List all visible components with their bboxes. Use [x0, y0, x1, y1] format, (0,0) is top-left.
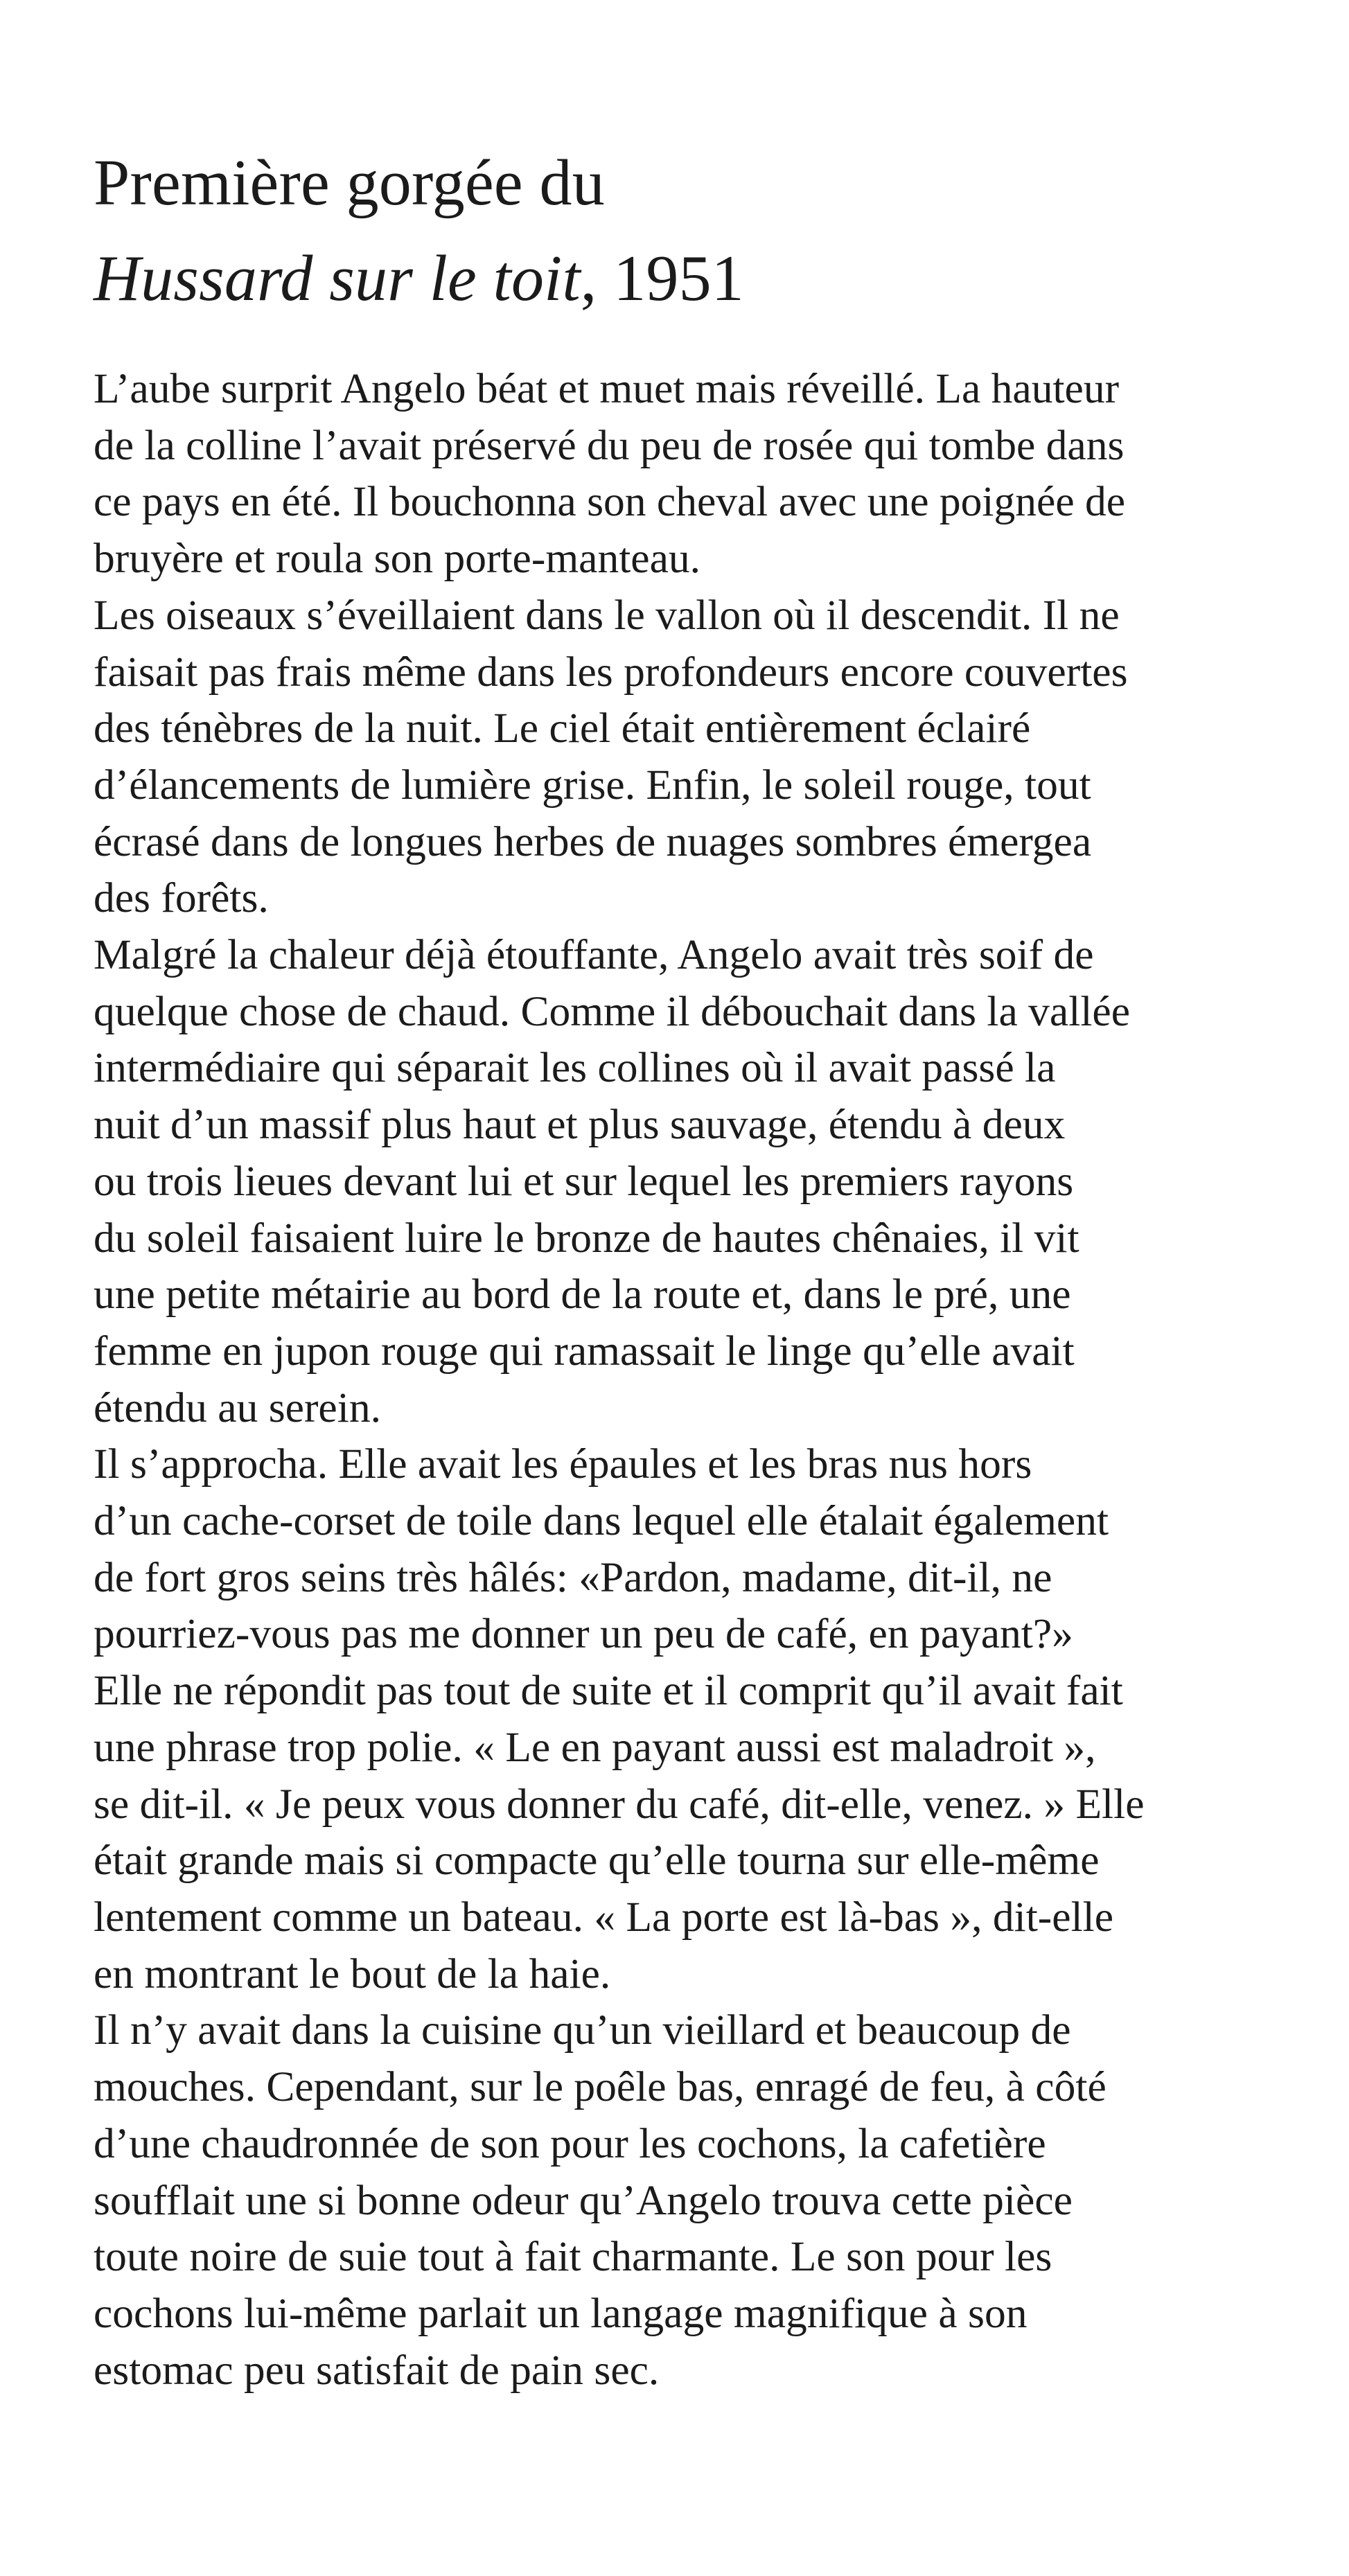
text-line: des ténèbres de la nuit. Le ciel était entièrement éclairé — [94, 705, 1031, 752]
text-line: d’un cache-corset de toile dans lequel elle étalait également — [94, 1497, 1109, 1545]
text-line: des forêts. — [94, 874, 269, 922]
text-line: Il n’y avait dans la cuisine qu’un vieillard et beaucoup de — [94, 2006, 1071, 2054]
text-line: écrasé dans de longues herbes de nuages sombres émergea — [94, 818, 1092, 865]
body-text — [94, 361, 1271, 2399]
text-line: bruyère et roula son porte-manteau. — [94, 535, 701, 583]
text-line: d’élancements de lumière grise. Enfin, le soleil rouge, tout — [94, 761, 1091, 809]
text-line: était grande mais si compacte qu’elle tourna sur elle-même — [94, 1837, 1100, 1885]
title-line-2 — [94, 231, 1271, 326]
page-title — [94, 135, 1271, 326]
text-line: de la colline l’avait préservé du peu de rosée qui tombe dans — [94, 421, 1125, 469]
text-line: estomac peu satisfait de pain sec. — [94, 2346, 660, 2394]
text-line: ou trois lieues devant lui et sur lequel les premiers rayons — [94, 1157, 1074, 1205]
paragraph — [94, 1436, 1271, 2002]
text-line: nuit d’un massif plus haut et plus sauvage, étendu à deux — [94, 1101, 1066, 1149]
article — [94, 135, 1271, 2399]
text-line: Il s’approcha. Elle avait les épaules et les bras nus hors — [94, 1440, 1032, 1488]
text-line: intermédiaire qui séparait les collines où il avait passé la — [94, 1044, 1056, 1092]
text-line: faisait pas frais même dans les profondeurs encore couvertes — [94, 648, 1128, 696]
title-line-1: Première gorgée du — [94, 147, 605, 219]
text-line: femme en jupon rouge qui ramassait le linge qu’elle avait — [94, 1327, 1075, 1375]
text-line: Malgré la chaleur déjà étouffante, Angelo avait très soif de — [94, 931, 1094, 979]
text-line: L’aube surprit Angelo béat et muet mais réveillé. La hauteur — [94, 365, 1120, 412]
text-line: Elle ne répondit pas tout de suite et il comprit qu’il avait fait — [94, 1667, 1123, 1715]
text-line: quelque chose de chaud. Comme il débouchait dans la vallée — [94, 987, 1130, 1035]
paragraph — [94, 927, 1271, 1436]
text-line: une phrase trop polie. « Le en payant aussi est maladroit », — [94, 1723, 1096, 1771]
paragraph — [94, 588, 1271, 927]
paragraph — [94, 2002, 1271, 2399]
text-line: en montrant le bout de la haie. — [94, 1950, 611, 1997]
book-title: Hussard sur le toit — [94, 242, 581, 315]
text-line: pourriez-vous pas me donner un peu de café, en payant?» — [94, 1610, 1073, 1658]
text-line: toute noire de suie tout à fait charmante. Le son pour les — [94, 2233, 1052, 2281]
text-line: se dit-il. « Je peux vous donner du café, dit-elle, venez. » Elle — [94, 1780, 1145, 1828]
text-line: Les oiseaux s’éveillaient dans le vallon où il descendit. Il ne — [94, 591, 1120, 639]
text-line: une petite métairie au bord de la route et, dans le pré, une — [94, 1271, 1071, 1318]
text-line: cochons lui-même parlait un langage magnifique à son — [94, 2289, 1028, 2337]
text-line: de fort gros seins très hâlés: «Pardon, madame, dit-il, ne — [94, 1553, 1052, 1601]
text-line: ce pays en été. Il bouchonna son cheval avec une poignée de — [94, 478, 1126, 526]
publication-year: 1951 — [613, 242, 745, 315]
text-line: soufflait une si bonne odeur qu’Angelo trouva cette pièce — [94, 2176, 1073, 2224]
text-line: étendu au serein. — [94, 1384, 381, 1431]
text-line: d’une chaudronnée de son pour les cochons, la cafetière — [94, 2119, 1046, 2167]
text-line: du soleil faisaient luire le bronze de hautes chênaies, il vit — [94, 1214, 1079, 1262]
title-separator: , — [580, 242, 614, 315]
text-line: mouches. Cependant, sur le poêle bas, enragé de feu, à côté — [94, 2063, 1106, 2111]
text-line: lentement comme un bateau. « La porte est là-bas », dit-elle — [94, 1893, 1114, 1941]
paragraph — [94, 361, 1271, 588]
